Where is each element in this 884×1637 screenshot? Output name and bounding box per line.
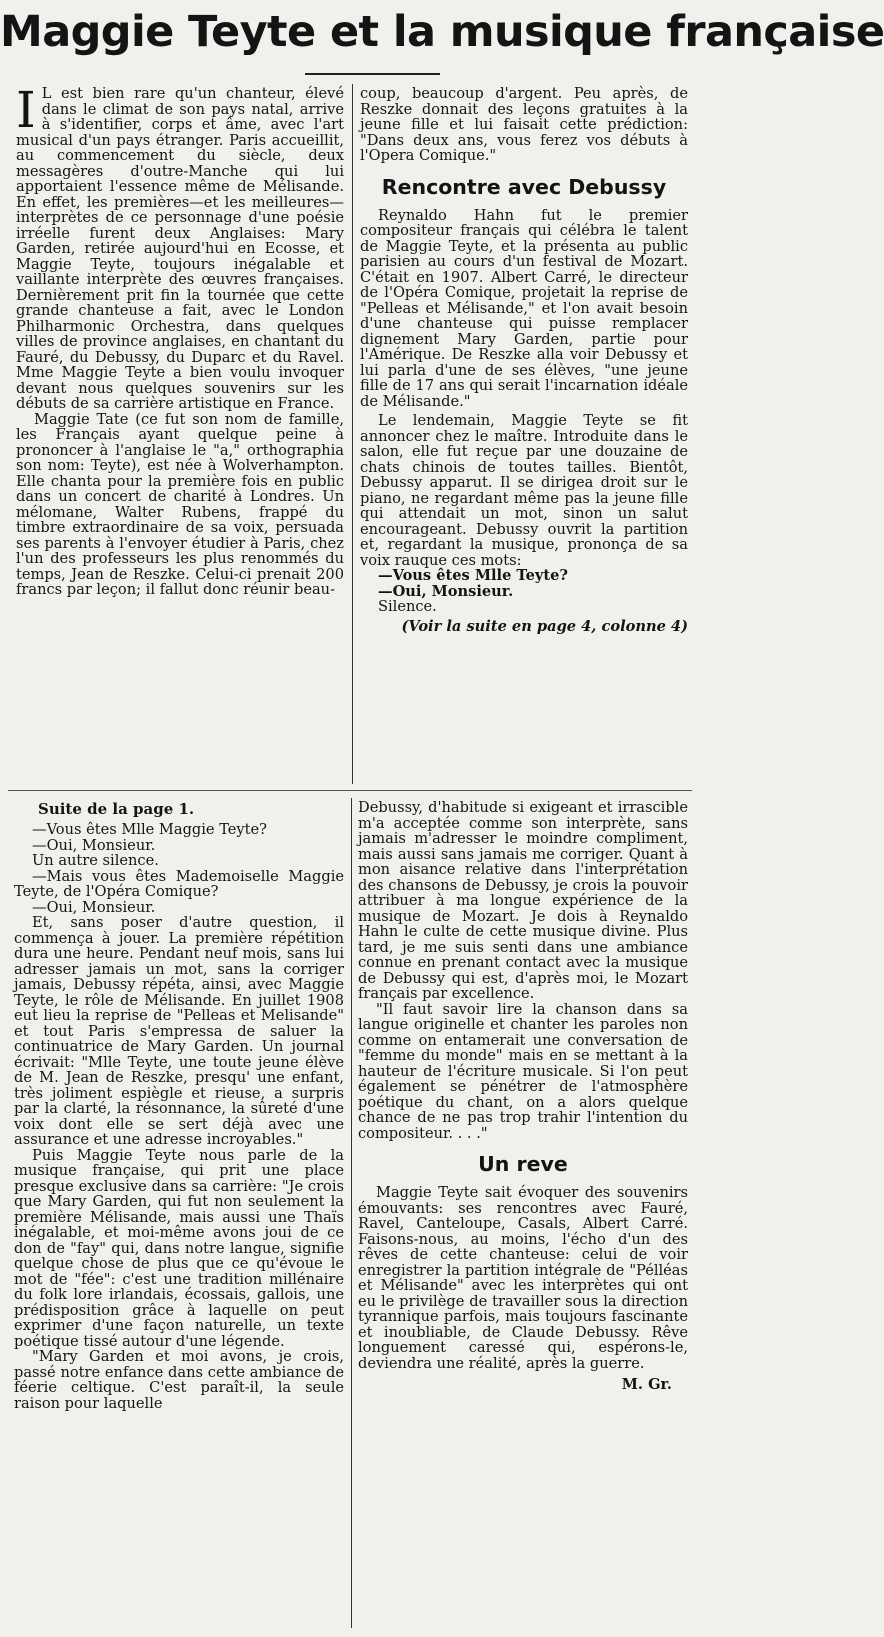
top-col1-paragraph-2: Maggie Tate (ce fut son nom de famille, les Français ayant quelque peine à prononcer à l'anglaise le "a," orthographia son nom: Teyte), est née à Wolverhampton. Elle chanta pour la première fois en public dans un concert de charité à Londres. Un mélomane, Walter Rubens, frappé du timbre extraordinaire de sa voix, persuada ses parents à l'envoyer étudier à Paris, chez l'un des professeurs les plus renommés du temps, Jean de Reszke. Celui-ci prenait 200 francs par leçon; il fallut donc réunir beau- bbox=[16, 410, 344, 598]
dialog-line: Silence. bbox=[378, 598, 437, 615]
bottom-col2-paragraph-3: Maggie Teyte sait évoquer des souvenirs émouvants: ses rencontres avec Fauré, Ravel, Canteloupe, Casals, Albert Carré. Faisons-nous, au moins, l'écho d'un des rêves de cette chanteuse: celui de voir enregistrer la partition intégrale de "Pélléas et Mélisande" avec les interprètes qui ont eu le privilège de travailler sous la direction tyrannique parfois, mais toujours fascinante et inoubliable, de Claude Debussy. Rêve longuement caressé qui, espérons-le, deviendra une réalité, après la guerre. bbox=[358, 1184, 688, 1372]
bottom-col1-paragraph-2: Puis Maggie Teyte nous parle de la musique française, qui prit une place presque exclusive dans sa carrière: "Je crois que Mary Garden, qui fut non seulement la première Mélisande, mais aussi une Thaïs inégalable, et moi-même avons joui de ce don de "fay" qui, dans notre langue, signifie quelque chose de plus que ce qu'évoue le mot de "fée": c'est une tradition millénaire du folk lore irlandais, écossais, gallois, une prédisposition grâce à laquelle on peut exprimer d'une façon naturelle, un texte poétique tissé autour d'une légende. bbox=[14, 1146, 344, 1350]
column-divider-bottom bbox=[351, 798, 352, 1628]
subheading-rencontre: Rencontre avec Debussy bbox=[381, 174, 667, 199]
bottom-col1-paragraph-1: Et, sans poser d'autre question, il commença à jouer. La première répétition dura une heure. Pendant neuf mois, sans lui adresser jamais un mot, sans la corriger jamais, Debussy répéta, ainsi, avec Maggie Teyte, le rôle de Mélisande. En juillet 1908 eut lieu la reprise de "Pelleas et Melisande" et tout Paris s'empressa de saluer la continuatrice de Mary Garden. Un journal écrivait: "Mlle Teyte, une toute jeune élève de M. Jean de Reszke, presqu' une enfant, très joliment espiègle et rieuse, a surpris par la clarté, la résonnance, la sûreté d'une voix dont elle se sert déjà avec une assurance et une adresse incroyables." bbox=[14, 914, 344, 1148]
top-col2-paragraph-2: Reynaldo Hahn fut le premier compositeur français qui célébra le talent de Maggie Teyte, et la présenta au public parisien au cours d'un festival de Mozart. C'était en 1907. Albert Carré, le directeur de l'Opéra Comique, projetait la reprise de "Pelleas et Mélisande," et l'on avait besoin d'une chanteuse qui puisse remplacer dignement Mary Garden, partie pour l'Amérique. De Reszke alla voir Debussy et lui parla d'une de ses élèves, "une jeune fille de 17 ans qui serait l'incarnation idéale de Mélisande." bbox=[360, 206, 688, 410]
bottom-column-1 bbox=[14, 800, 344, 1630]
author-signature: M. Gr. bbox=[621, 1376, 672, 1393]
title-rule bbox=[305, 73, 440, 75]
dialog-line: —Vous êtes Mlle Maggie Teyte? bbox=[32, 821, 268, 838]
dialog-line: —Oui, Monsieur. bbox=[32, 836, 156, 854]
dialog-line: —Mais vous êtes Mademoiselle Maggie Teyte, de l'Opéra Comique? bbox=[14, 867, 344, 900]
top-column-1 bbox=[16, 81, 344, 786]
article-title: Maggie Teyte et la musique française bbox=[0, 7, 884, 57]
bottom-col2-paragraph-1: Debussy, d'habitude si exigeant et irrascible m'a acceptée comme son interprète, sans jamais m'adresser le moindre compliment, mais aussi sans jamais me corriger. Quant à mon aisance relative dans l'interprétation des chansons de Debussy, je crois la pouvoir attribuer à ma longue expérience de la musique de Mozart. Je dois à Reynaldo Hahn le culte de cette musique divine. Plus tard, je me suis senti dans une ambiance connue en prenant contact avec la musique de Debussy qui est, d'après moi, le Mozart français par excellence. bbox=[358, 799, 688, 1002]
continuation-note: (Voir la suite en page 4, colonne 4) bbox=[401, 617, 688, 635]
top-col1-paragraph-1: L est bien rare qu'un chanteur, élevé dans le climat de son pays natal, arrive à s'identifier, corps et âme, avec l'art musical d'un pays étranger. Paris accueillit, au commencement du siècle, deux messagères d'outre-Manche qui lui apportaient l'essence même de Mélisande. En effet, les premières—et les meilleures—interprètes de ce personnage d'une poésie irréelle furent deux Anglaises: Mary Garden, retirée aujourd'hui en Ecosse, et Maggie Teyte, toujours inégalable et vaillante interprète des œuvres françaises. Dernièrement prit fin la tournée que cette grande chanteuse a fait, avec le London Philharmonic Orchestra, dans quelques villes de province anglaises, en chantant du Fauré, du Debussy, du Duparc et du Ravel. Mme Maggie Teyte a bien voulu invoquer devant nous quelques souvenirs sur les débuts de sa carrière artistique en France. bbox=[16, 85, 344, 412]
continuation-heading: Suite de la page 1. bbox=[38, 800, 195, 818]
bottom-col1-paragraph-3: "Mary Garden et moi avons, je crois, passé notre enfance dans cette ambiance de féerie celtique. C'est paraît-il, la seule raison pour laquelle bbox=[14, 1348, 344, 1412]
column-divider-top bbox=[352, 84, 353, 784]
dialog-line: —Oui, Monsieur. bbox=[378, 582, 514, 600]
bottom-column-2 bbox=[358, 800, 688, 1630]
section-divider bbox=[8, 790, 692, 791]
dialog-line: —Oui, Monsieur. bbox=[32, 898, 156, 916]
top-col2-paragraph-1: coup, beaucoup d'argent. Peu après, de Reszke donnait des leçons gratuites à la jeune fille et lui faisait cette prédiction: "Dans deux ans, vous ferez vos débuts à l'Opera Comique." bbox=[360, 85, 688, 164]
top-column-2 bbox=[360, 86, 688, 786]
subheading-un-reve: Un reve bbox=[478, 1152, 568, 1176]
top-col2-paragraph-3: Le lendemain, Maggie Teyte se fit annoncer chez le maître. Introduite dans le salon, elle fut reçue par une douzaine de chats chinois de toutes tailles. Bientôt, Debussy apparut. Il se dirigea droit sur le piano, ne regardant même pas la jeune fille qui attendait un mot, sinon un salut encourageant. Debussy ouvrit la partition et, regardant la musique, prononça de sa voix rauque ces mots: bbox=[360, 412, 688, 569]
bottom-col2-paragraph-2: "Il faut savoir lire la chanson dans sa langue originelle et chanter les paroles non comme on entamerait une conversation de "femme du monde" mais en se mettant à la hauteur de l'écriture musicale. Si l'on peut également se pénétrer de l'atmosphère poétique du chant, on a alors quelque chance de ne pas trop trahir l'intention du compositeur. . . ." bbox=[358, 1000, 688, 1142]
dialog-line: Un autre silence. bbox=[32, 852, 159, 869]
drop-cap: I bbox=[16, 81, 36, 139]
dialog-line: —Vous êtes Mlle Teyte? bbox=[378, 567, 568, 584]
